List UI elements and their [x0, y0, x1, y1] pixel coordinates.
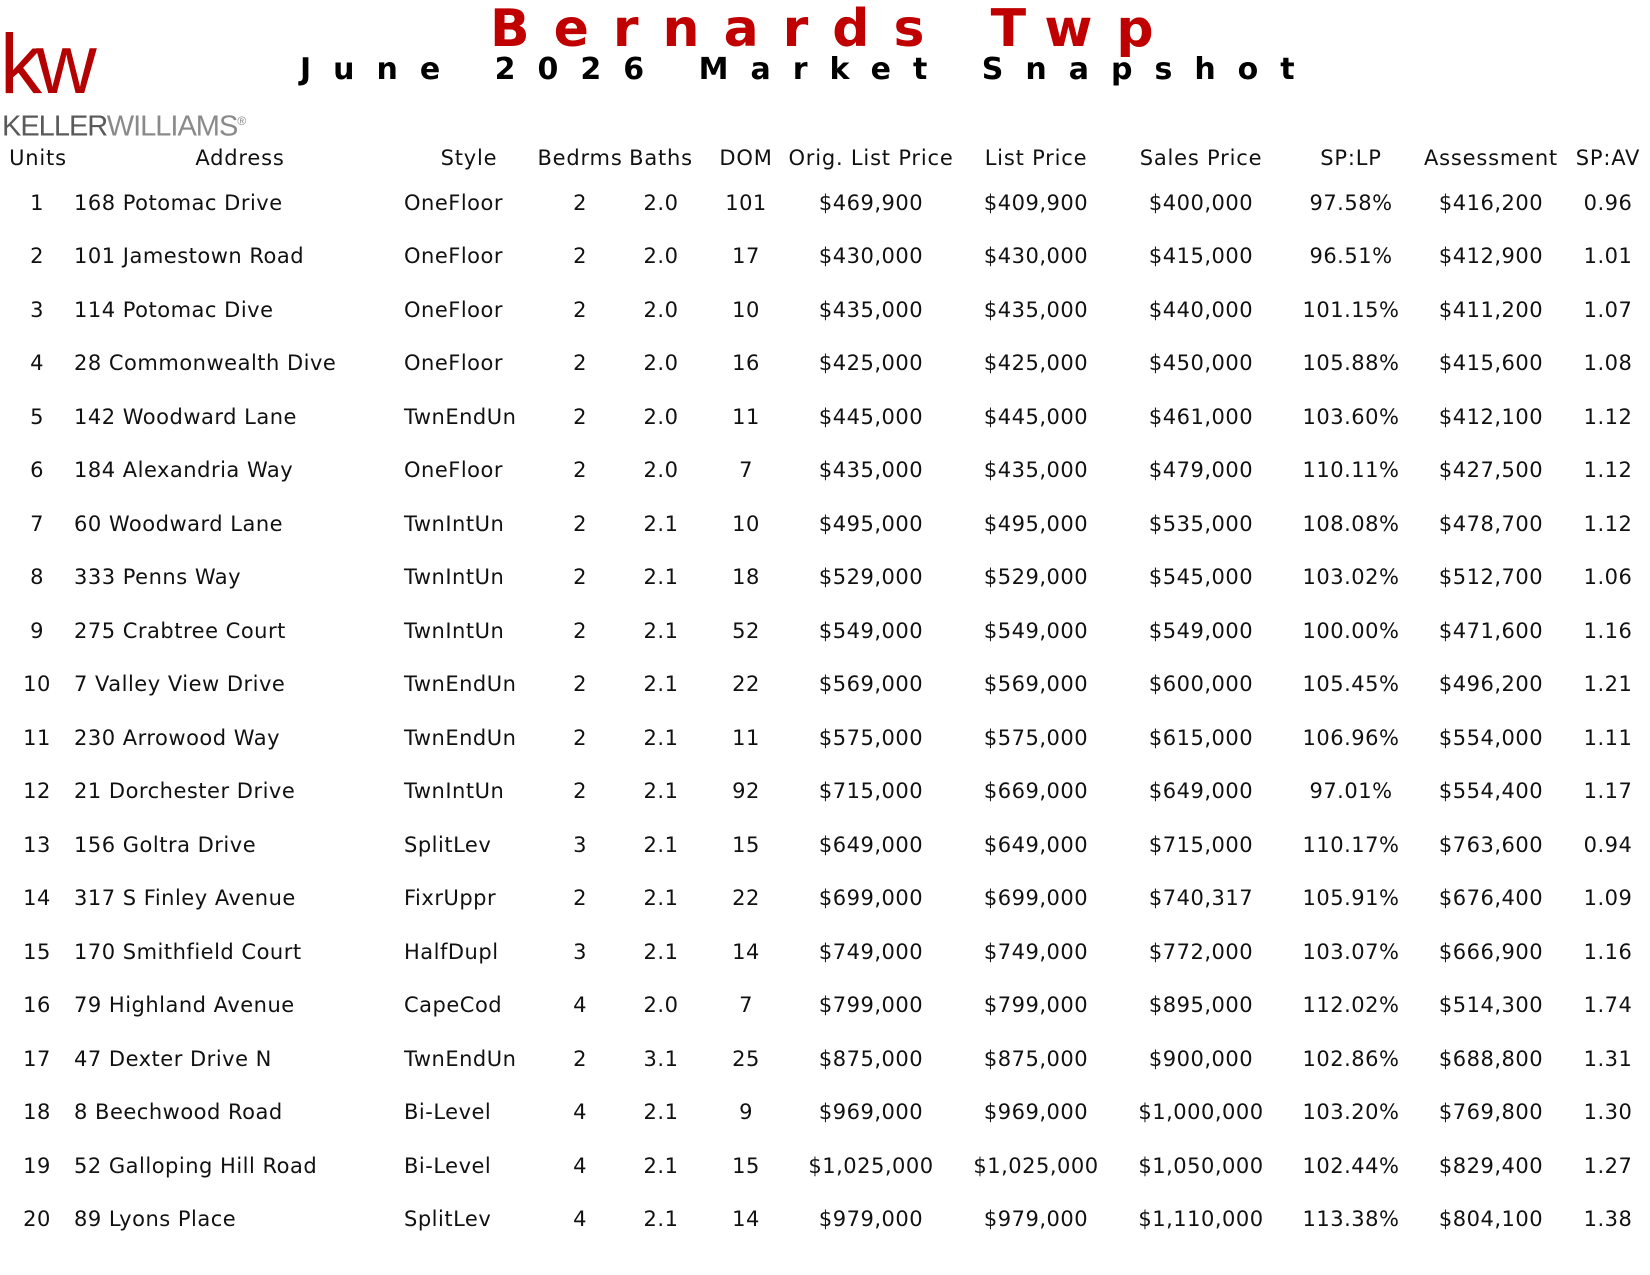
cell-baths: 3.1	[643, 1046, 679, 1071]
cell-address: 60 Woodward Lane	[74, 511, 284, 536]
cell-address: 114 Potomac Dive	[74, 297, 274, 322]
cell-assessment: $763,600	[1438, 832, 1544, 857]
cell-dom: 7	[739, 993, 753, 1018]
cell-orig-list-price: $875,000	[818, 1046, 924, 1071]
cell-sales-price: $1,050,000	[1138, 1153, 1264, 1178]
column-header-style: Style	[440, 146, 498, 170]
cell-orig-list-price: $1,025,000	[808, 1153, 934, 1178]
cell-sales-price: $615,000	[1148, 725, 1254, 750]
table-row	[0, 1139, 1650, 1193]
cell-list-price: $495,000	[983, 511, 1089, 536]
cell-dom: 17	[732, 244, 760, 269]
column-header-dom: DOM	[719, 146, 773, 170]
table-header-row	[0, 140, 1650, 176]
cell-orig-list-price: $699,000	[818, 886, 924, 911]
cell-dom: 9	[739, 1100, 753, 1125]
cell-address: 333 Penns Way	[74, 565, 242, 590]
cell-list-price: $699,000	[983, 886, 1089, 911]
cell-units: 2	[30, 244, 44, 269]
cell-address: 7 Valley View Drive	[74, 672, 286, 697]
table-row	[0, 604, 1650, 658]
cell-sp-lp: 105.91%	[1302, 886, 1400, 911]
cell-baths: 2.1	[643, 511, 679, 536]
cell-style: CapeCod	[404, 993, 503, 1018]
cell-assessment: $554,000	[1438, 725, 1544, 750]
table-row	[0, 337, 1650, 391]
page-subtitle: June 2026 Market Snapshot	[300, 52, 1317, 87]
cell-units: 19	[23, 1153, 51, 1178]
cell-sp-lp: 102.86%	[1302, 1046, 1400, 1071]
logo-wordmark-keller: KELLER	[2, 110, 107, 143]
cell-orig-list-price: $435,000	[818, 458, 924, 483]
cell-style: TwnIntUn	[404, 779, 505, 804]
column-header-units: Units	[9, 146, 67, 170]
cell-list-price: $969,000	[983, 1100, 1089, 1125]
cell-assessment: $666,900	[1438, 939, 1544, 964]
cell-assessment: $804,100	[1438, 1207, 1544, 1232]
cell-dom: 14	[732, 1207, 760, 1232]
cell-bedrooms: 2	[573, 779, 587, 804]
cell-sp-av: 1.06	[1583, 565, 1633, 590]
cell-sp-lp: 103.07%	[1302, 939, 1400, 964]
cell-style: TwnEndUn	[404, 725, 517, 750]
cell-baths: 2.1	[643, 939, 679, 964]
cell-sales-price: $900,000	[1148, 1046, 1254, 1071]
cell-sp-av: 1.08	[1583, 351, 1633, 376]
cell-address: 89 Lyons Place	[74, 1207, 237, 1232]
cell-sp-lp: 97.01%	[1309, 779, 1393, 804]
cell-units: 5	[30, 404, 44, 429]
table-row	[0, 658, 1650, 712]
cell-sp-av: 1.11	[1583, 725, 1633, 750]
cell-address: 101 Jamestown Road	[74, 244, 305, 269]
cell-baths: 2.1	[643, 886, 679, 911]
cell-sales-price: $600,000	[1148, 672, 1254, 697]
cell-sp-lp: 113.38%	[1302, 1207, 1400, 1232]
column-header-assessment: Assessment	[1424, 146, 1558, 170]
cell-baths: 2.1	[643, 618, 679, 643]
page-title: Bernards Twp	[490, 0, 1178, 59]
cell-dom: 11	[732, 404, 760, 429]
cell-orig-list-price: $549,000	[818, 618, 924, 643]
cell-style: SplitLev	[404, 1207, 492, 1232]
cell-sp-lp: 105.45%	[1302, 672, 1400, 697]
cell-sales-price: $1,000,000	[1138, 1100, 1264, 1125]
cell-address: 275 Crabtree Court	[74, 618, 286, 643]
cell-assessment: $829,400	[1438, 1153, 1544, 1178]
cell-style: TwnEndUn	[404, 672, 517, 697]
cell-baths: 2.0	[643, 458, 679, 483]
cell-style: TwnIntUn	[404, 565, 505, 590]
column-header-sales-price: Sales Price	[1139, 146, 1263, 170]
cell-sp-lp: 97.58%	[1309, 190, 1393, 215]
cell-orig-list-price: $979,000	[818, 1207, 924, 1232]
cell-assessment: $416,200	[1438, 190, 1544, 215]
cell-orig-list-price: $425,000	[818, 351, 924, 376]
cell-address: 21 Dorchester Drive	[74, 779, 296, 804]
cell-sales-price: $772,000	[1148, 939, 1254, 964]
cell-list-price: $435,000	[983, 458, 1089, 483]
cell-assessment: $411,200	[1438, 297, 1544, 322]
cell-style: OneFloor	[404, 244, 504, 269]
cell-baths: 2.1	[643, 565, 679, 590]
cell-list-price: $649,000	[983, 832, 1089, 857]
table-row	[0, 1032, 1650, 1086]
cell-sp-av: 1.16	[1583, 618, 1633, 643]
cell-style: TwnEndUn	[404, 404, 517, 429]
registered-mark: ®	[237, 114, 246, 128]
cell-dom: 92	[732, 779, 760, 804]
cell-sp-av: 1.27	[1583, 1153, 1633, 1178]
cell-units: 15	[23, 939, 51, 964]
cell-list-price: $569,000	[983, 672, 1089, 697]
table-row	[0, 230, 1650, 284]
cell-sp-lp: 101.15%	[1302, 297, 1400, 322]
cell-sales-price: $415,000	[1148, 244, 1254, 269]
cell-sp-av: 1.12	[1583, 511, 1633, 536]
cell-style: OneFloor	[404, 458, 504, 483]
cell-style: OneFloor	[404, 297, 504, 322]
cell-sp-lp: 108.08%	[1302, 511, 1400, 536]
cell-sales-price: $1,110,000	[1138, 1207, 1264, 1232]
cell-units: 14	[23, 886, 51, 911]
cell-address: 156 Goltra Drive	[74, 832, 257, 857]
cell-dom: 10	[732, 511, 760, 536]
table-row	[0, 979, 1650, 1033]
cell-orig-list-price: $430,000	[818, 244, 924, 269]
cell-sp-lp: 110.11%	[1302, 458, 1400, 483]
cell-style: OneFloor	[404, 351, 504, 376]
cell-list-price: $799,000	[983, 993, 1089, 1018]
cell-baths: 2.1	[643, 1153, 679, 1178]
cell-sp-av: 1.16	[1583, 939, 1633, 964]
cell-style: Bi-Level	[404, 1153, 492, 1178]
cell-sales-price: $549,000	[1148, 618, 1254, 643]
cell-address: 52 Galloping Hill Road	[74, 1153, 318, 1178]
cell-assessment: $512,700	[1438, 565, 1544, 590]
cell-dom: 11	[732, 725, 760, 750]
cell-units: 9	[30, 618, 44, 643]
cell-sp-lp: 110.17%	[1302, 832, 1400, 857]
cell-list-price: $979,000	[983, 1207, 1089, 1232]
cell-assessment: $554,400	[1438, 779, 1544, 804]
cell-sales-price: $400,000	[1148, 190, 1254, 215]
cell-address: 142 Woodward Lane	[74, 404, 297, 429]
cell-sales-price: $715,000	[1148, 832, 1254, 857]
cell-list-price: $430,000	[983, 244, 1089, 269]
cell-assessment: $412,900	[1438, 244, 1544, 269]
cell-sales-price: $535,000	[1148, 511, 1254, 536]
cell-bedrooms: 4	[573, 1100, 587, 1125]
cell-address: 28 Commonwealth Dive	[74, 351, 337, 376]
cell-list-price: $875,000	[983, 1046, 1089, 1071]
cell-sp-av: 1.17	[1583, 779, 1633, 804]
keller-williams-logo	[0, 17, 246, 143]
cell-dom: 25	[732, 1046, 760, 1071]
cell-baths: 2.0	[643, 404, 679, 429]
cell-sp-lp: 96.51%	[1309, 244, 1393, 269]
cell-baths: 2.1	[643, 832, 679, 857]
cell-units: 18	[23, 1100, 51, 1125]
cell-bedrooms: 3	[573, 939, 587, 964]
cell-list-price: $575,000	[983, 725, 1089, 750]
logo-wordmark-williams: WILLIAMS	[106, 110, 238, 143]
cell-orig-list-price: $569,000	[818, 672, 924, 697]
table-row	[0, 872, 1650, 926]
cell-list-price: $409,900	[983, 190, 1089, 215]
cell-bedrooms: 4	[573, 993, 587, 1018]
cell-assessment: $415,600	[1438, 351, 1544, 376]
cell-sp-av: 1.07	[1583, 297, 1633, 322]
cell-address: 317 S Finley Avenue	[74, 886, 296, 911]
cell-sales-price: $649,000	[1148, 779, 1254, 804]
cell-units: 10	[23, 672, 51, 697]
cell-orig-list-price: $445,000	[818, 404, 924, 429]
cell-dom: 22	[732, 886, 760, 911]
cell-orig-list-price: $649,000	[818, 832, 924, 857]
cell-sp-lp: 105.88%	[1302, 351, 1400, 376]
cell-baths: 2.1	[643, 1100, 679, 1125]
cell-assessment: $471,600	[1438, 618, 1544, 643]
cell-style: TwnEndUn	[404, 1046, 517, 1071]
cell-units: 11	[23, 725, 51, 750]
column-header-address: Address	[195, 146, 285, 170]
cell-units: 17	[23, 1046, 51, 1071]
cell-sales-price: $545,000	[1148, 565, 1254, 590]
table-row	[0, 1086, 1650, 1140]
cell-bedrooms: 2	[573, 244, 587, 269]
cell-baths: 2.0	[643, 190, 679, 215]
cell-dom: 14	[732, 939, 760, 964]
column-header-list-price: List Price	[984, 146, 1088, 170]
cell-assessment: $496,200	[1438, 672, 1544, 697]
cell-list-price: $749,000	[983, 939, 1089, 964]
cell-sp-av: 1.74	[1583, 993, 1633, 1018]
cell-baths: 2.1	[643, 779, 679, 804]
cell-units: 6	[30, 458, 44, 483]
cell-bedrooms: 2	[573, 1046, 587, 1071]
cell-sp-av: 0.96	[1583, 190, 1633, 215]
cell-orig-list-price: $469,900	[818, 190, 924, 215]
cell-sp-av: 1.12	[1583, 404, 1633, 429]
column-header-sp-av: SP:AV	[1575, 146, 1641, 170]
cell-baths: 2.1	[643, 1207, 679, 1232]
cell-assessment: $427,500	[1438, 458, 1544, 483]
table-row	[0, 390, 1650, 444]
cell-dom: 22	[732, 672, 760, 697]
cell-assessment: $478,700	[1438, 511, 1544, 536]
cell-orig-list-price: $715,000	[818, 779, 924, 804]
cell-units: 20	[23, 1207, 51, 1232]
cell-list-price: $425,000	[983, 351, 1089, 376]
market-snapshot-table	[0, 140, 1650, 1246]
cell-sales-price: $895,000	[1148, 993, 1254, 1018]
table-row	[0, 444, 1650, 498]
cell-baths: 2.1	[643, 725, 679, 750]
cell-orig-list-price: $529,000	[818, 565, 924, 590]
cell-bedrooms: 2	[573, 672, 587, 697]
cell-address: 230 Arrowood Way	[74, 725, 281, 750]
column-header-bedrooms: Bedrms	[537, 146, 623, 170]
cell-address: 79 Highland Avenue	[74, 993, 295, 1018]
cell-sp-lp: 103.60%	[1302, 404, 1400, 429]
cell-bedrooms: 2	[573, 565, 587, 590]
cell-list-price: $549,000	[983, 618, 1089, 643]
cell-units: 7	[30, 511, 44, 536]
cell-orig-list-price: $495,000	[818, 511, 924, 536]
cell-address: 168 Potomac Drive	[74, 190, 283, 215]
cell-sp-lp: 112.02%	[1302, 993, 1400, 1018]
cell-sales-price: $740,317	[1148, 886, 1254, 911]
cell-sp-av: 1.31	[1583, 1046, 1633, 1071]
cell-list-price: $1,025,000	[973, 1153, 1099, 1178]
cell-sp-av: 0.94	[1583, 832, 1633, 857]
cell-list-price: $445,000	[983, 404, 1089, 429]
cell-address: 184 Alexandria Way	[74, 458, 294, 483]
cell-sp-lp: 106.96%	[1302, 725, 1400, 750]
cell-bedrooms: 2	[573, 725, 587, 750]
table-row	[0, 283, 1650, 337]
cell-units: 3	[30, 297, 44, 322]
cell-sp-lp: 103.02%	[1302, 565, 1400, 590]
cell-sales-price: $479,000	[1148, 458, 1254, 483]
cell-sp-av: 1.38	[1583, 1207, 1633, 1232]
cell-sp-lp: 100.00%	[1302, 618, 1400, 643]
cell-dom: 52	[732, 618, 760, 643]
table-row	[0, 1193, 1650, 1247]
cell-sp-av: 1.12	[1583, 458, 1633, 483]
cell-units: 16	[23, 993, 51, 1018]
cell-dom: 18	[732, 565, 760, 590]
table-row	[0, 765, 1650, 819]
cell-orig-list-price: $799,000	[818, 993, 924, 1018]
cell-style: HalfDupl	[404, 939, 499, 964]
cell-units: 4	[30, 351, 44, 376]
cell-sp-av: 1.01	[1583, 244, 1633, 269]
cell-bedrooms: 4	[573, 1153, 587, 1178]
cell-orig-list-price: $749,000	[818, 939, 924, 964]
cell-address: 170 Smithfield Court	[74, 939, 302, 964]
column-header-baths: Baths	[629, 146, 693, 170]
table-body	[0, 176, 1650, 1246]
logo-wordmark	[2, 104, 245, 144]
cell-assessment: $412,100	[1438, 404, 1544, 429]
cell-list-price: $669,000	[983, 779, 1089, 804]
cell-address: 47 Dexter Drive N	[74, 1046, 272, 1071]
cell-assessment: $769,800	[1438, 1100, 1544, 1125]
cell-sp-av: 1.09	[1583, 886, 1633, 911]
cell-baths: 2.0	[643, 244, 679, 269]
cell-sales-price: $450,000	[1148, 351, 1254, 376]
cell-list-price: $529,000	[983, 565, 1089, 590]
table-row	[0, 818, 1650, 872]
cell-style: Bi-Level	[404, 1100, 492, 1125]
cell-style: FixrUppr	[404, 886, 497, 911]
cell-baths: 2.1	[643, 672, 679, 697]
cell-baths: 2.0	[643, 297, 679, 322]
cell-units: 1	[30, 190, 44, 215]
cell-address: 8 Beechwood Road	[74, 1100, 283, 1125]
cell-assessment: $514,300	[1438, 993, 1544, 1018]
cell-units: 12	[23, 779, 51, 804]
cell-bedrooms: 3	[573, 832, 587, 857]
cell-bedrooms: 2	[573, 458, 587, 483]
cell-dom: 16	[732, 351, 760, 376]
cell-sp-av: 1.30	[1583, 1100, 1633, 1125]
cell-dom: 7	[739, 458, 753, 483]
table-row	[0, 176, 1650, 230]
kw-logo-mark: kw	[0, 17, 91, 111]
cell-sp-av: 1.21	[1583, 672, 1633, 697]
cell-bedrooms: 2	[573, 190, 587, 215]
cell-bedrooms: 2	[573, 511, 587, 536]
cell-bedrooms: 2	[573, 886, 587, 911]
cell-sp-lp: 102.44%	[1302, 1153, 1400, 1178]
cell-dom: 10	[732, 297, 760, 322]
cell-bedrooms: 4	[573, 1207, 587, 1232]
cell-assessment: $688,800	[1438, 1046, 1544, 1071]
cell-sp-lp: 103.20%	[1302, 1100, 1400, 1125]
cell-dom: 15	[732, 832, 760, 857]
table-row	[0, 711, 1650, 765]
table-row	[0, 497, 1650, 551]
cell-list-price: $435,000	[983, 297, 1089, 322]
table-row	[0, 551, 1650, 605]
table-row	[0, 925, 1650, 979]
cell-units: 13	[23, 832, 51, 857]
cell-orig-list-price: $969,000	[818, 1100, 924, 1125]
cell-dom: 15	[732, 1153, 760, 1178]
cell-baths: 2.0	[643, 993, 679, 1018]
cell-units: 8	[30, 565, 44, 590]
cell-style: TwnIntUn	[404, 511, 505, 536]
column-header-sp-lp: SP:LP	[1320, 146, 1382, 170]
cell-bedrooms: 2	[573, 618, 587, 643]
cell-style: SplitLev	[404, 832, 492, 857]
cell-sales-price: $461,000	[1148, 404, 1254, 429]
cell-style: TwnIntUn	[404, 618, 505, 643]
cell-bedrooms: 2	[573, 404, 587, 429]
column-header-orig-list-price: Orig. List Price	[788, 146, 954, 170]
cell-style: OneFloor	[404, 190, 504, 215]
cell-orig-list-price: $435,000	[818, 297, 924, 322]
cell-sales-price: $440,000	[1148, 297, 1254, 322]
cell-dom: 101	[725, 190, 767, 215]
cell-orig-list-price: $575,000	[818, 725, 924, 750]
cell-bedrooms: 2	[573, 297, 587, 322]
cell-baths: 2.0	[643, 351, 679, 376]
cell-bedrooms: 2	[573, 351, 587, 376]
cell-assessment: $676,400	[1438, 886, 1544, 911]
